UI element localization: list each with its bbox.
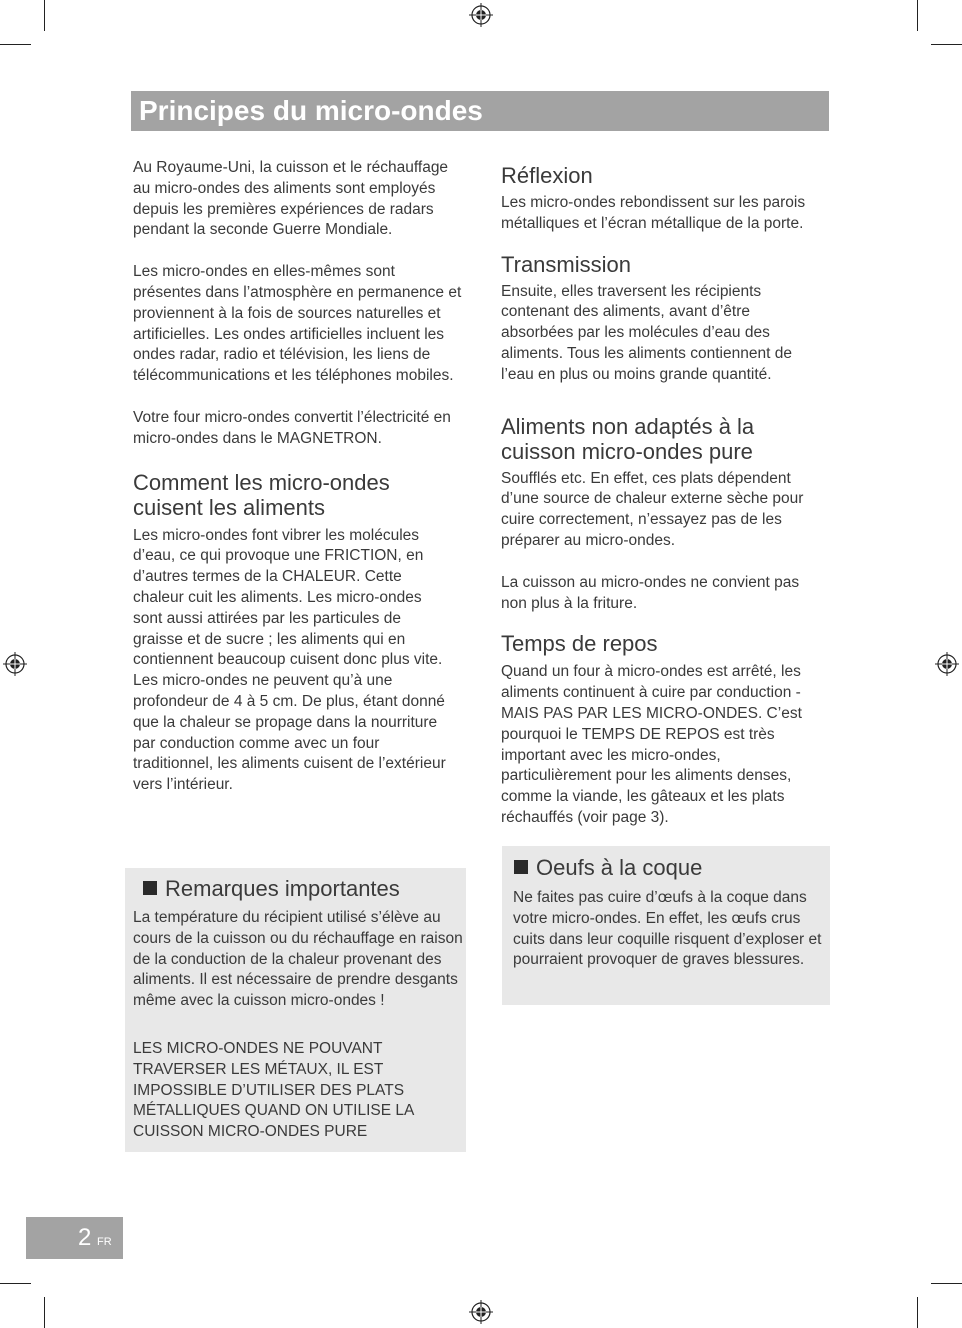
page-title: Principes du micro-ondes	[139, 95, 483, 126]
crop-mark-top-right-h	[931, 44, 962, 45]
unsuitable-foods-paragraph-2: La cuisson au micro-ondes ne convient pas non plus à la friture.	[501, 573, 800, 612]
transmission-paragraph: Ensuite, elles traversent les récipients contenant des aliments, avant d’être absorbées par les molécules d’eau des aliments. Tous les aliments contiennent de l’eau en plus ou moins grande quantité.	[501, 282, 792, 383]
square-bullet-icon	[514, 860, 528, 874]
registration-mark-icon	[469, 1300, 493, 1324]
right-column	[501, 163, 831, 829]
crop-mark-top-right-v	[917, 0, 918, 31]
page-number-tab	[26, 1217, 123, 1259]
eggs-warning-box	[502, 846, 830, 1005]
page-title-bar	[131, 91, 829, 131]
crop-mark-bottom-left-v	[44, 1297, 45, 1328]
unsuitable-foods-paragraph-1: Soufflés etc. En effet, ces plats dépendent d’une source de chaleur externe sèche pour cuire correctement, n’essayez pas de les préparer au micro-ondes.	[501, 469, 804, 549]
cooking-heading: Comment les micro-ondes cuisent les aliments	[133, 469, 390, 520]
rest-time-heading: Temps de repos	[501, 631, 658, 657]
remarks-heading	[143, 876, 400, 902]
crop-mark-bottom-left-h	[0, 1283, 31, 1284]
crop-mark-top-left-v	[44, 0, 45, 31]
language-code: FR	[97, 1236, 112, 1248]
square-bullet-icon	[143, 881, 157, 895]
registration-mark-icon	[935, 652, 959, 676]
intro-paragraph-1: Au Royaume-Uni, la cuisson et le réchauffage au micro-ondes des aliments sont employés depuis les premières expériences de radars pendant la seconde Guerre Mondiale.	[133, 159, 449, 239]
remarks-box	[125, 868, 466, 1152]
page-number: 2	[78, 1224, 92, 1251]
reflection-heading: Réflexion	[501, 163, 593, 188]
rest-time-paragraph: Quand un four à micro-ondes est arrêté, les aliments continuent à cuire par conduction - MAIS PAS PAR LES MICRO-ONDES. C’est pourquoi le TEMPS DE REPOS est très important avec les micro-ondes, particulièrement pour les aliments denses, comme la viande, les gâteaux et les plats réchauffés (voir page 3).	[501, 663, 802, 826]
unsuitable-foods-heading: Aliments non adaptés à la cuisson micro-ondes pure	[501, 413, 755, 464]
crop-mark-bottom-right-h	[931, 1283, 962, 1284]
eggs-paragraph: Ne faites pas cuire d’œufs à la coque dans votre micro-ondes. En effet, les œufs crus cuits dans leur coquille risquent d’exploser et pourraient provoquer de graves blessures.	[513, 889, 822, 969]
crop-mark-bottom-right-v	[917, 1297, 918, 1328]
intro-paragraph-2: Les micro-ondes en elles-mêmes sont présentes dans l’atmosphère en permanence et proviennent à la fois de sources naturelles et artificielles. Les ondes artificielles incluent les ondes radar, radio et télévision, les liens de télécommunications et les téléphones mobiles.	[133, 263, 462, 385]
registration-mark-icon	[469, 3, 493, 27]
intro-paragraph-3: Votre four micro-ondes convertit l’électricité en micro-ondes dans le MAGNETRON.	[133, 408, 451, 447]
registration-mark-icon	[3, 652, 27, 676]
left-column	[133, 158, 465, 796]
remarks-heading-text: Remarques importantes	[165, 876, 400, 901]
eggs-heading-text: Oeufs à la coque	[536, 855, 703, 880]
remarks-paragraph-1: La température du récipient utilisé s’élève au cours de la cuisson ou du réchauffage en raison de la conduction de la chaleur provenant des aliments. Il est nécessaire de prendre desgants même avec la cuisson micro-ondes !	[133, 909, 463, 1010]
cooking-paragraph: Les micro-ondes font vibrer les molécules d’eau, ce qui provoque une FRICTION, en d’autres termes de la CHALEUR. Cette chaleur cuit les aliments. Les micro-ondes sont aussi attirées par les particules de graisse et de sucre ; les aliments qui en contiennent beaucoup cuisent donc plus vite. Les micro-ondes ne peuvent qu’à une profondeur de 4 à 5 cm. De plus, étant donné que la chaleur se propage dans la nourriture par conduction comme avec un four traditionnel, les aliments cuisent de l’extérieur vers l’intérieur.	[133, 526, 446, 794]
transmission-heading: Transmission	[501, 251, 631, 277]
eggs-heading	[514, 855, 702, 881]
crop-mark-top-left-h	[0, 44, 31, 45]
reflection-paragraph: Les micro-ondes rebondissent sur les parois métalliques et l’écran métallique de la porte.	[501, 194, 806, 232]
remarks-paragraph-2: LES MICRO-ONDES NE POUVANT TRAVERSER LES MÉTAUX, IL EST IMPOSSIBLE D’UTILISER DES PLATS MÉTALLIQUES QUAND ON UTILISE LA CUISSON MICRO-ONDES PURE	[133, 1040, 414, 1141]
